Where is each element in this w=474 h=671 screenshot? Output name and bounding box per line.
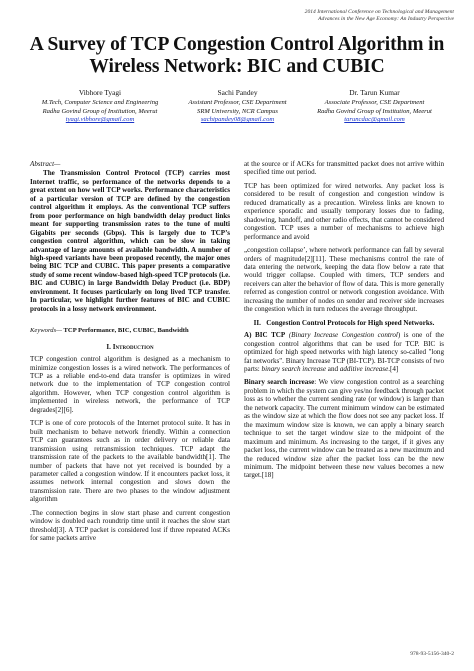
bic-part-1: binary search increase: [261, 364, 327, 373]
bsi-paragraph: [244, 378, 444, 479]
isbn-footer: 978-93-5156-340-2: [410, 651, 454, 657]
bic-heading: A) BIC TCP: [244, 331, 286, 340]
keywords-label: Keywords—: [30, 327, 62, 335]
paper-title: [0, 34, 474, 78]
author-name: Sachi Pandey: [217, 88, 258, 97]
title-line-2: Wireless Network: BIC and CUBIC: [89, 56, 385, 77]
left-column: [30, 160, 230, 548]
author-role: M.Tech, Computer Science and Engineering: [41, 99, 159, 107]
conference-header: [194, 9, 454, 23]
author-name: Vibhore Tyagi: [78, 88, 122, 97]
right-column: [244, 160, 444, 485]
intro-paragraph-3: .The connection begins in slow start phase and current congestion window is doubled each roundtrip time until it reaches the slow start threshold[3]. A TCP packet is considered lost if three repeated ACKs for same packets arrive: [30, 508, 230, 543]
author-name: Dr. Tarun Kumar: [349, 88, 400, 97]
author-email[interactable]: sachipandey08@gmail.com: [200, 116, 275, 124]
author-email[interactable]: taruncdac@gmail.com: [344, 116, 405, 124]
intro-paragraph-1: TCP congestion control algorithm is designed as a mechanism to minimize congestion losses is a wired network. The performances of TCP as a reliable end-to-end data transfer is optimizes in wired network due to the implementation of TCP congestion control algorithm. However, when TCP congestion control algorithm is implemented in wireless network, the performance of TCP degrades[2][6].: [30, 355, 230, 414]
right-paragraph-1: at the source or if ACKs for transmitted packet does not arrive within specified time out period.: [244, 160, 444, 177]
author-email[interactable]: tyagi.vibhore@gmail.com: [65, 116, 135, 124]
bic-part-2: additive increase: [339, 364, 389, 373]
section-number: II.: [253, 318, 261, 327]
author-3: [305, 89, 444, 125]
bic-and: and: [326, 364, 340, 373]
abstract-label: Abstract—: [30, 160, 61, 168]
section-title: Congestion Control Protocols for High speed Networks.: [266, 318, 435, 327]
section-number: I.: [106, 342, 111, 351]
right-paragraph-3: „congestion collapse’, where network performance can fall by several orders of magnitude[2][11]. These mechanisms control the rate of data entering the network, keeping the data flow below a rate that would trigger collapse. Coupled with timers, TCP senders and receivers can alter the behavior of flow of data. This is more generally referred as congestion control or network congestion avoidance. With increasing the number of nodes on sender and receiver side increases the congestion which in turn reduces the average throughput.: [244, 246, 444, 314]
author-org: SRM University, NCR Campus: [197, 107, 278, 115]
keywords: [30, 327, 230, 335]
bic-text: ) is one of the congestion control algorithms that can be used for TCP. BIC is optimized for high speed networks with high latency so-called "long fat networks". Binary Increase TCP (BI-TCP). BI-TCP consists of two parts:: [244, 331, 444, 373]
author-org: Radha Govind Group of Institution, Meerut: [317, 107, 432, 115]
author-block: [30, 89, 444, 145]
intro-paragraph-2: TCP is one of core protocols of the Internet protocol suite. It has in built mechanism to behave network friendly. Within a connection TCP can guarantees such as in order delivery or reliable data transmission using retransmission techniques. TCP adapt the transmission rate of the packets to the available bandwidth[1]. The number of packets that have not yet received is bounded by a parameter called a congestion window. If it encounters packet loss, it assumes network internal congestion and slows down the transmission rate. There are two phases to the window adjustment algorithm: [30, 419, 230, 504]
bic-paragraph: [244, 331, 444, 373]
author-2: [170, 89, 305, 125]
conference-line-2: Advances in the New Age Economy: An Industry Perspective: [318, 16, 454, 22]
author-org: Radha Govind Group of Institution, Meerut: [42, 107, 158, 115]
keywords-text: TCP Performance, BIC, CUBIC, Bandwidth: [62, 327, 189, 335]
section-title: Introduction: [112, 342, 154, 351]
bic-end: .[4]: [388, 364, 399, 373]
section-heading-protocols: [244, 319, 444, 327]
conference-line-1: 2014 International Conference on Technological and Management: [304, 9, 454, 15]
author-role: Associate Professor, CSE Department: [324, 99, 425, 107]
bsi-text: : We view congestion control as a searching problem in which the system can give yes/no feedback through packet loss as to whether the current sending rate (or window) is larger than the network capacity. The current minimum window can be estimated as the window size at which the flow does not see any packet loss. If the maximum window size is known, we can apply a binary search technique to set the target window size to the midpoint of the maximum and minimum. As increasing to the target, if it gives any packet loss, the current window can be treated as a new maximum and the reduced window size after the packet loss can be the new minimum. The midpoint between these new values becomes a new target.[18]: [244, 378, 444, 480]
author-1: [30, 89, 170, 125]
abstract-text: The Transmission Control Protocol (TCP) carries most Internet traffic, so performance of the networks depends to a great extent on how well TCP works. Performance characteristics of a particular version of TCP are defined by the congestion control algorithm it employs. As the conventional TCP suffers from poor performance on high bandwidth delay product links meant for supporting transmission rates to the tune of multi Gigabits per seconds (Gbps). This is largely due to TCP’s congestion control algorithm, which can be slow in taking advantage of large amounts of available bandwidth. A number of high-speed variants have been proposed recently, the major ones being BIC TCP and CUBIC. This paper presents a comparative study of some recent window-based high-speed TCP protocols (i.e. BIC and CUBIC) in large Bandwidth Delay Product (i.e. BDP) environment. It focuses particularly on long lived TCP transfer. In particular, we highlight further features of BIC and CUBIC protocols in a lossy network environment.: [30, 169, 230, 313]
section-heading-introduction: [30, 343, 230, 351]
title-line-1: A Survey of TCP Congestion Control Algorithm in: [29, 34, 445, 55]
bic-expansion: (Binary Increase Congestion control: [285, 331, 398, 340]
bsi-label: Binary search increase: [244, 378, 315, 387]
right-paragraph-2: TCP has been optimized for wired networks. Any packet loss is considered to be result of congestion and congestion window is reduced dramatically as a precaution. Wireless links are known to experience sporadic and usually temporary losses due to fading, shadowing, handoff, and other radio effects, that cannot be considered congestion. TCP uses a number of mechanisms to achieve high performance and avoid: [244, 181, 444, 241]
author-role: Assistant Professor, CSE Department: [188, 99, 287, 107]
